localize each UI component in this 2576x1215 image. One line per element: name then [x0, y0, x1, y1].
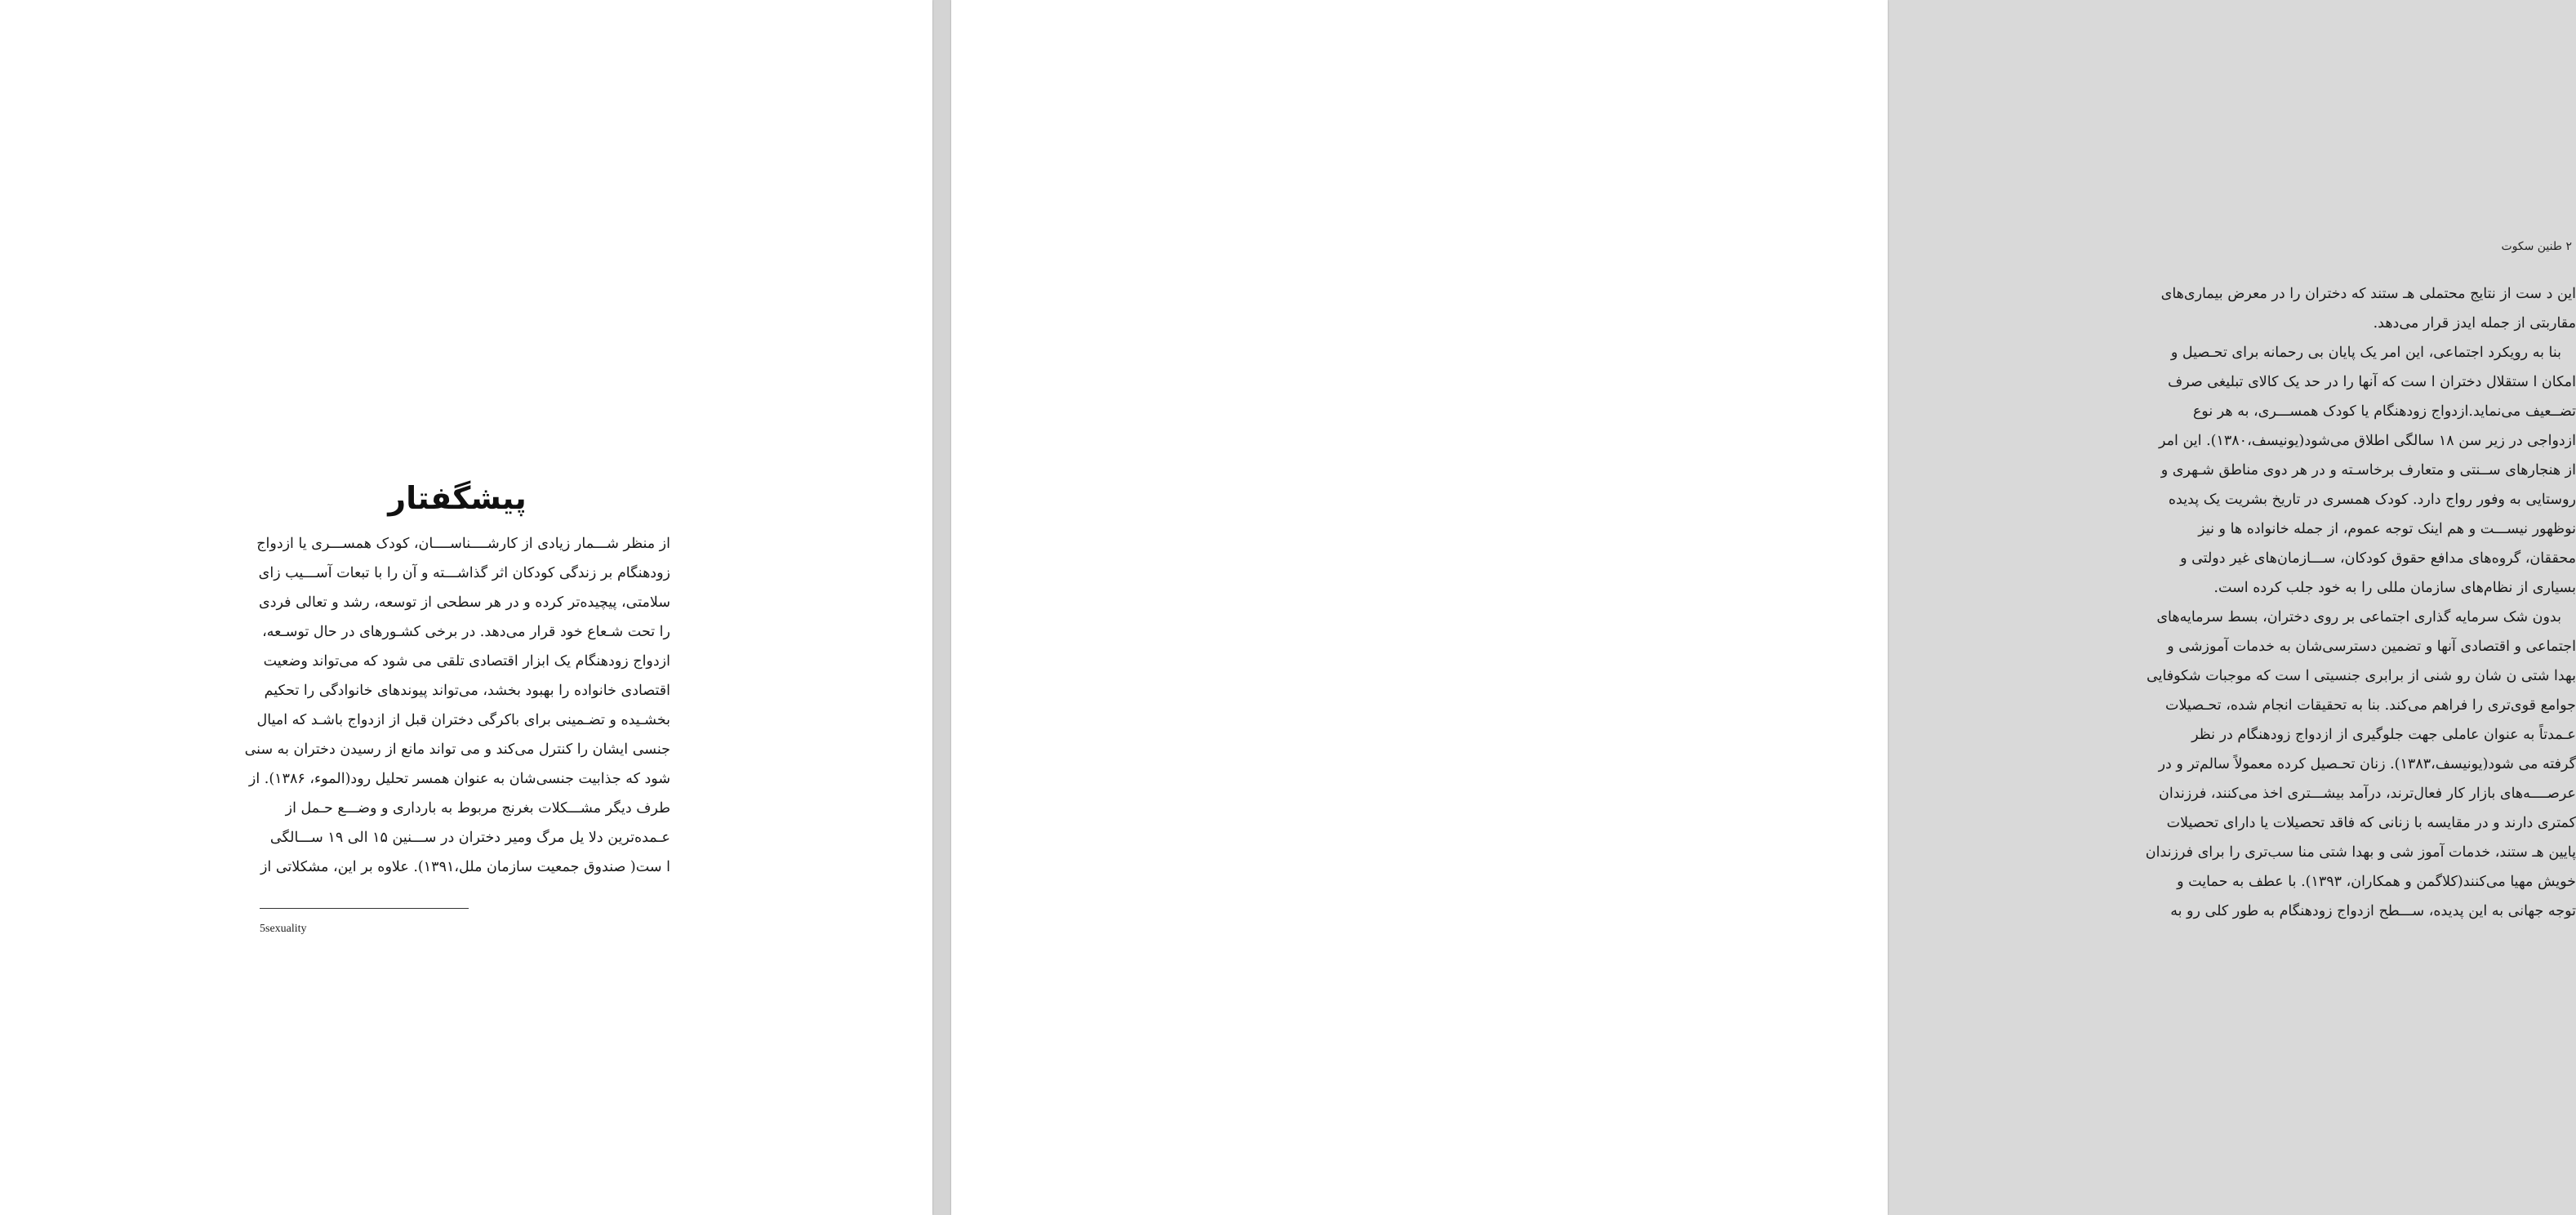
text-line: را تحت شـعاع خود قرار می‌دهد. در برخی کشـورهای در حال توسـعه، [262, 624, 670, 640]
text-line: بنا به رویکرد اجتماعی، این امر یک پایان بی رحمانه برای تحـصیل و [2170, 345, 2561, 361]
footnote: 5sexuality [260, 923, 307, 935]
text-line: عرصــــه‌های بازار کار فعال‌ترند، درآمد بیشـــتری اخذ می‌کنند، فرزندان [2158, 786, 2576, 802]
text-line: پایین هـ ستند، خدمات آموز شی و بهدا شتی منا سب‌تری را برای فرزندان [2145, 844, 2576, 861]
text-line: مقاربتی از جمله ایدز قرار می‌دهد. [2373, 315, 2576, 332]
chapter-title: پیشگفتار [388, 480, 527, 517]
text-line: از منظر شـــمار زیادی از کارشــــناســــان، کودک همســـری یا ازدواج [256, 536, 670, 552]
text-line: توجه جهانی به این پدیده، ســـطح ازدواج زودهنگام به طور کلی رو به [2170, 903, 2576, 919]
text-line: بدون شک سرمایه گذاری اجتماعی بر روی دختران، بسط سرمایه‌های [2156, 609, 2561, 625]
text-line: زودهنگام بر زندگی کودکان اثر گذاشـــته و آن را با تبعات آســـیب زای [258, 565, 670, 581]
text-line: امکان ا ستقلال دختران ا ست که آنها را در حد یک کالای تبلیغی صرف [2168, 374, 2576, 390]
page-right [951, 0, 2576, 1215]
running-header: ۲ طنین سکوت [2501, 240, 2572, 253]
text-line: اقتصادی خانواده را بهبود بخشد، می‌تواند پیوندهای خانوادگی را تحکیم [264, 683, 670, 699]
text-line: عـمدتاً به عنوان عاملی جهت جلوگیری از ازدواج زودهنگام در نظر [2191, 727, 2576, 743]
text-line: عـمده‌ترین دلا یل مرگ ومیر دختران در ســـنین ۱۵ الی ۱۹ ســـالگی [269, 830, 670, 846]
text-line: بهدا شتی ن شان رو شنی از برابری جنسیتی ا ست که موجبات شکوفایی [2146, 668, 2576, 684]
text-line: تضــعیف می‌نماید.ازدواج زودهنگام یا کودک همســـری، به هر نوع [2192, 403, 2576, 420]
text-line: طرف دیگر مشـــکلات بغرنج مربوط به بارداری و وضـــع حـمل از [285, 800, 670, 817]
text-line: ازدواج زودهنگام یک ابزار اقتصادی تلقی می شود که می‌تواند وضعیت [263, 653, 670, 670]
text-line: ازدواجی در زیر سن ۱۸ سالگی اطلاق می‌شود(یونیسف،۱۳۸۰). این امر [2159, 433, 2576, 449]
footnote-divider [260, 908, 469, 909]
text-line: خویش مهیا می‌کنند(کلاگمن و همکاران، ۱۳۹۳). با عطف به حمایت و [2177, 874, 2576, 890]
text-line: از هنجارهای ســنتی و متعارف برخاسـته و در هر دوی مناطق شـهری و [2160, 462, 2576, 478]
text-line: این د ست از نتایج محتملی هـ ستند که دختران را در معرض بیماری‌های [2160, 286, 2576, 302]
text-line: بخشـیده و تضـمینی برای باکرگی دختران قبل از ازدواج باشـد که امیال [256, 712, 670, 728]
left-body-text [244, 529, 670, 882]
text-line: اجتماعی و اقتصادی آنها و تضمین دسترسی‌شان به خدمات آموزشی و [2167, 639, 2576, 655]
text-line: گرفته می شود(یونیسف،۱۳۸۳). زنان تحـصیل کرده معمولاً سالم‌تر و در [2158, 756, 2576, 772]
text-line: نوظهور نیســـت و هم اینک توجه عموم، از جمله خانواده ها و نیز [2198, 521, 2576, 537]
text-line: بسیاری از نظام‌های سازمان مللی را به خود جلب کرده است. [2213, 580, 2576, 596]
text-line: ا ست( صندوق جمعیت سازمان ملل،۱۳۹۱). علاوه بر این، مشکلاتی از [260, 859, 670, 875]
text-line: جنسی ایشان را کنترل می‌کند و می تواند مانع از رسیدن دختران به سنی [244, 741, 670, 758]
text-line: کمتری دارند و در مقایسه با زنانی که فاقد تحصیلات یا دارای تحصیلات [2166, 815, 2576, 831]
text-line: روستایی به وفور رواج دارد. کودک همسری در تاریخ بشریت یک پدیده [2168, 492, 2576, 508]
text-line: محققان، گروه‌های مدافع حقوق کودکان، ســـازمان‌های غیر دولتی و [2180, 550, 2576, 567]
page-left [0, 0, 932, 1215]
right-body-text [2145, 279, 2576, 926]
text-line: شود که جذابیت جنسی‌شان به عنوان همسر تحلیل رود(الموء، ۱۳۸۶). از [248, 771, 670, 787]
text-line: سلامتی، پیچیده‌تر کرده و در هر سطحی از توسعه، رشد و تعالی فردی [259, 594, 670, 611]
text-line: جوامع قوی‌تری را فراهم می‌کند. بنا به تحقیقات انجام شده، تحـصیلات [2165, 697, 2576, 714]
